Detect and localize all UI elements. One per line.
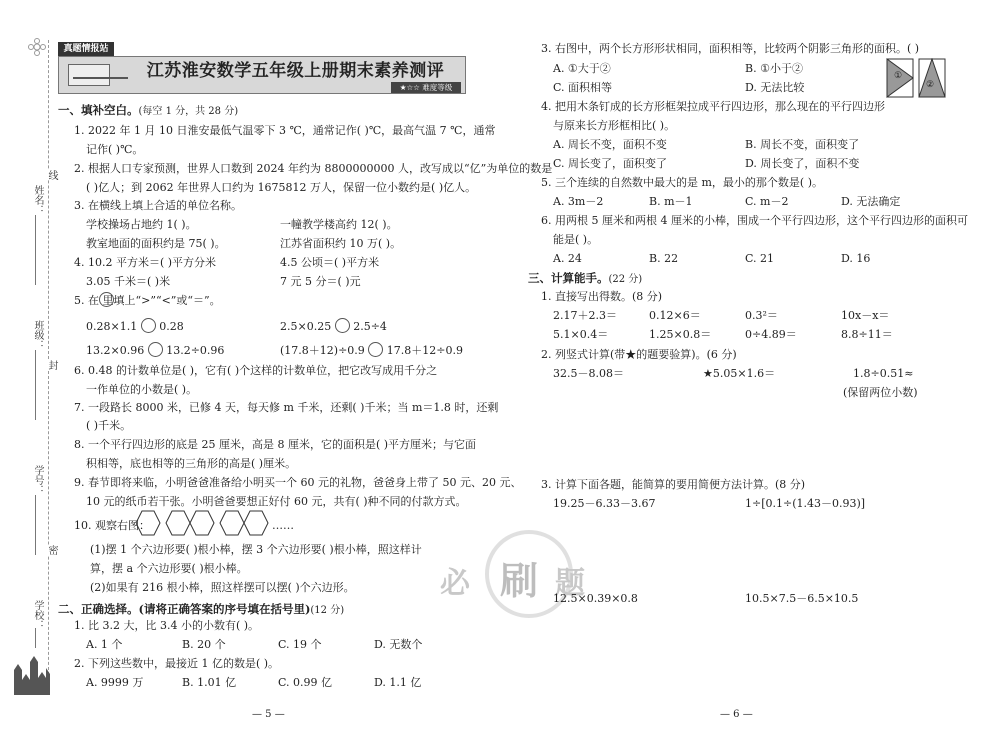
question-6-line1: 6. 0.48 的计数单位是( )，它有( )个这样的计数单位，把它改写成用千分之 [74,364,438,377]
mc-option: A. 3m－2 [553,195,604,208]
question-10-part2: (2)如果有 216 根小棒，照这样摆可以摆( )个六边形。 [90,581,355,594]
compare-circle-icon[interactable] [141,318,156,333]
calc-item: 1÷[0.1÷(1.43－0.93)] [745,497,866,510]
mc-option: D. 16 [841,252,871,265]
mc-option: C. 0.99 亿 [278,676,333,689]
question-4-a2: 4.5 公顷＝( )平方米 [280,256,380,269]
question-4-b2: 7 元 5 分＝( )元 [280,275,361,288]
calc-note: (保留两位小数) [843,386,918,399]
mc-option: A. ①大于② [553,62,611,75]
calc-item: 12.5×0.39×0.8 [553,592,638,605]
question-3: 3. 在横线上填上合适的单位名称。 [74,199,242,212]
question-10-part1-line2: 算，摆 a 个六边形要( )根小棒。 [90,562,248,575]
student-no-label: 学号： [32,465,43,495]
calc-item: 0÷4.89＝ [745,328,797,341]
question-9-line2: 10 元的纸币若干张。小明爸爸要想正好付 60 元，共有( )种不同的付款方式。 [86,495,467,508]
mc-option: A. 9999 万 [86,676,144,689]
section3-note: (22 分) [608,274,643,285]
calc-item: 0.12×6＝ [649,309,701,322]
compare-row-2 [86,342,224,357]
mc-option: B. 1.01 亿 [182,676,237,689]
section1-note: (每空 1 分，共 28 分) [138,106,239,117]
compare-expr: (17.8＋12)÷0.9 [280,344,365,357]
compare-expr: 13.2×0.96 [86,344,145,357]
mc-option: C. 周长变了，面积变了 [553,157,668,170]
mc-question-4-line1: 4. 把用木条钉成的长方形框架拉成平行四边形，那么现在的平行四边形 [541,100,885,113]
seal-text-seal: 封 [46,360,57,370]
page-number-left: — 5 — [252,709,285,720]
calc-item: 8.8÷11＝ [841,328,893,341]
question-10-part1-line1: (1)摆 1 个六边形要( )根小棒，摆 3 个六边形要( )根小棒，照这样计 [90,543,422,556]
compare-expr: 0.28 [159,320,184,333]
mc-option: D. 1.1 亿 [374,676,422,689]
calc-item: ★5.05×1.6＝ [703,367,776,380]
compare-expr: 0.28×1.1 [86,320,138,333]
mc-question-5: 5. 三个连续的自然数中最大的是 m，最小的那个数是( )。 [541,176,823,189]
calc-1-title: 1. 直接写出得数。(8 分) [541,290,663,303]
calc-item: 5.1×0.4＝ [553,328,609,341]
question-8-line1: 8. 一个平行四边形的底是 25 厘米，高是 8 厘米，它的面积是( )平方厘米；与它面 [74,438,477,451]
page-title: 江苏淮安数学五年级上册期末素养测评 [146,61,445,81]
question-8-line2: 积相等，底也相等的三角形的高是( )厘米。 [86,457,297,470]
question-2-line1: 2. 根据人口专家预测，世界人口数到 2024 年约为 8800000000 人，改写成以“亿”为单位的数是 [74,162,553,175]
compare-circle-icon[interactable] [335,318,350,333]
calc-item: 32.5－8.08＝ [553,367,624,380]
question-1-line2: 记作( )℃。 [86,143,144,156]
calc-item: 19.25－6.33－3.67 [553,497,656,510]
building-silhouette-icon [12,650,52,695]
mc-option: B. m－1 [649,195,693,208]
compare-circle-icon[interactable] [148,342,163,357]
question-7-line1: 7. 一段路长 8000 米，已修 4 天，每天修 m 千米，还剩( )千米；当 m＝1.8 时，还剩 [74,401,499,414]
compare-circle-icon[interactable] [368,342,383,357]
calc-item: 0.3²＝ [745,309,778,322]
question-4-a1: 4. 10.2 平方米＝( )平方分米 [74,256,217,269]
compare-expr: 2.5×0.25 [280,320,332,333]
compare-row-2b [280,342,463,357]
watermark-char: 刷 [500,559,539,603]
watermark-char: 必 [440,566,470,601]
compare-row-1b [280,318,387,333]
mc-option: C. 面积相等 [553,81,613,94]
calc-item: 1.8÷0.51≈ [853,367,914,380]
mc-question-6-line2: 能是( )。 [553,233,599,246]
class-label: 班级： [32,320,43,350]
mc-option: A. 周长不变，面积不变 [553,138,667,151]
calc-item: 2.17＋2.3＝ [553,309,617,322]
mc-question-3: 3. 右图中，两个长方形形状相同，面积相等，比较两个阴影三角形的面积。( ) [541,42,920,55]
compare-expr: 17.8＋12÷0.9 [386,344,463,357]
compare-expr: 13.2÷0.96 [166,344,225,357]
mc-option: B. 周长不变，面积变了 [745,138,860,151]
mc-option: D. 无法比较 [745,81,805,94]
name-label: 姓名： [32,185,43,215]
question-7-line2: ( )千米。 [86,419,132,432]
hexagon-ellipsis: …… [272,519,294,532]
question-3-a2: 一幢教学楼高约 12( )。 [280,218,398,231]
question-10: 10. 观察右图： [74,519,150,532]
triangle-figure [886,58,946,98]
calc-2-title: 2. 列竖式计算(带★的题要验算)。(6 分) [541,348,737,361]
compare-expr: 2.5÷4 [353,320,387,333]
seal-text-secret: 密 [46,545,57,555]
page-number-right: — 6 — [720,709,753,720]
question-4-b1: 3.05 千米＝( )米 [86,275,171,288]
header-badge: 真题情报站 [58,42,114,56]
section1-title: 一、填补空白。 [58,103,139,117]
section3-title: 三、计算能手。 [528,271,609,285]
section2-note: (12 分) [310,605,345,616]
mc-option: A. 1 个 [86,638,123,651]
mc-option: C. 19 个 [278,638,322,651]
question-9-line1: 9. 春节即将来临，小明爸爸准备给小明买一个 60 元的礼物，爸爸身上带了 50 元、20 元、 [74,476,522,489]
mc-question-2: 2. 下列这些数中，最接近 1 亿的数是( )。 [74,657,280,670]
watermark [440,530,610,620]
mc-option: D. 无法确定 [841,195,901,208]
mc-option: B. ①小于② [745,62,803,75]
question-1-line1: 1. 2022 年 1 月 10 日淮安最低气温零下 3 ℃，通常记作( )℃，最高气温 7 ℃，通常 [74,124,496,137]
seal-text-line: 线 [46,170,57,180]
mc-option: A. 24 [553,252,582,265]
header-banner [58,42,466,94]
mc-option: D. 无数个 [374,638,423,651]
mc-question-1: 1. 比 3.2 大，比 3.4 小的小数有( )。 [74,619,260,632]
school-label: 学校： [32,600,43,630]
flower-icon [28,38,46,56]
question-5 [74,294,221,307]
compare-circle-icon [99,292,114,307]
calc-item: 1.25×0.8＝ [649,328,712,341]
hexagon-pattern-figure [136,510,276,536]
watermark-char: 题 [555,566,585,601]
mc-option: B. 22 [649,252,679,265]
mc-option: C. 21 [745,252,775,265]
question-3-a1: 学校操场占地约 1( )。 [86,218,197,231]
question-3-b2: 江苏省面积约 10 万( )。 [280,237,402,250]
difficulty-badge: ★☆☆ 难度等级 [391,82,461,93]
question-3-b1: 教室地面的面积约是 75( )。 [86,237,226,250]
figure-label-2: ② [926,80,935,90]
question-2-line2: ( )亿人；到 2062 年世界人口约为 1675812 万人，保留一位小数约是( )亿人。 [86,181,477,194]
mc-option: B. 20 个 [182,638,226,651]
calc-item: 10x－x＝ [841,309,890,322]
calc-item: 10.5×7.5－6.5×10.5 [745,592,859,605]
figure-label-1: ① [894,71,903,81]
question-6-line2: 一作单位的小数是( )。 [86,383,198,396]
calc-3-title: 3. 计算下面各题，能简算的要用简便方法计算。(8 分) [541,478,806,491]
section2-title: 二、正确选择。(请将正确答案的序号填在括号里) [58,602,311,616]
question-5-text: 5. 在 里填上“>”“<”或“＝”。 [74,294,221,307]
mc-option: D. 周长变了，面积不变 [745,157,860,170]
mc-option: C. m－2 [745,195,789,208]
mc-question-6-line1: 6. 用两根 5 厘米和两根 4 厘米的小棒，围成一个平行四边形，这个平行四边形的面积可 [541,214,968,227]
compare-row-1 [86,318,184,333]
mc-question-4-line2: 与原来长方形框相比( )。 [553,119,676,132]
binding-sidebar [0,0,55,748]
